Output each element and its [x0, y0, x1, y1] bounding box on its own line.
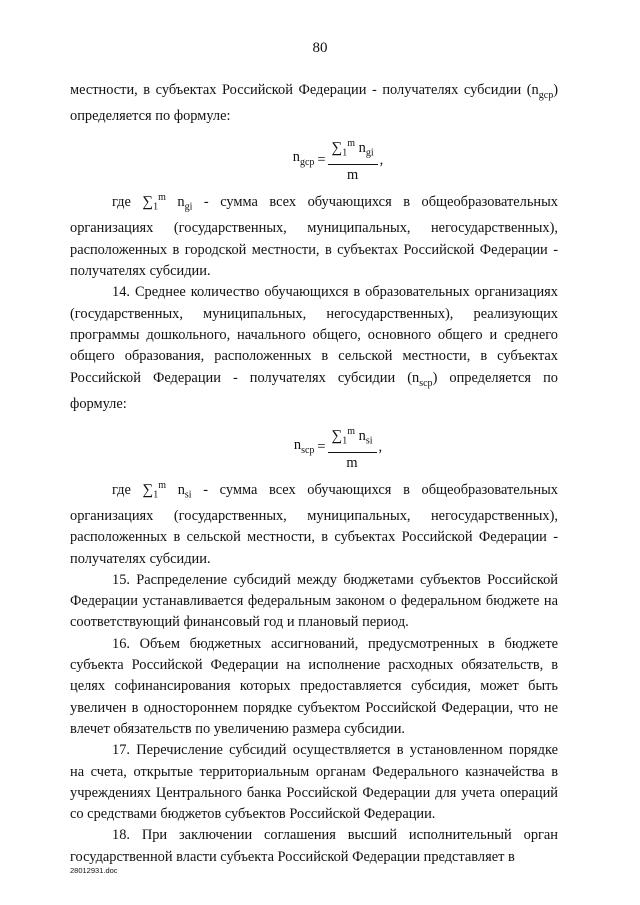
paragraph-where-urban: где $\sum_1^m$ $n_{gi}$ - сумма всех обучающихся в общеобразовательных организациях (государственных, муниципальных, негосударственных), расположенных в городской местности, в субъектах Российской Федерации - получателях субсидии. [70, 192, 558, 280]
paragraph-16: 16. Объем бюджетных ассигнований, предусмотренных в бюджете субъекта Российской Федерации на исполнение расходных обязательств, в целях софинансирования которых предоставляется субсидия, может быть увеличен в одностороннем порядке субъектом Российской Федерации, что не влечет обязательств по увеличению размера субсидии. [70, 635, 558, 737]
paragraph-13-continuation: местности, в субъектах Российской Федерации - получателях субсидии $(n_{gcp})$ определяется по формуле: [70, 82, 558, 125]
file-name-footer: 28012931.doc [70, 866, 118, 875]
fraction: $\frac{\sum_1^m n_{si}}{m}$ [328, 423, 377, 473]
paragraph-15: 15. Распределение субсидий между бюджетами субъектов Российской Федерации устанавливается федеральным законом о федеральном бюджете на соответствующий финансовый год и плановый период. [70, 571, 558, 631]
paragraph-where-rural: где $\sum_1^m$ $n_{si}$ - сумма всех обучающихся в общеобразовательных организациях (государственных, муниципальных, негосударственных), расположенных в сельской местности, в субъектах Российской Федерации - получателях субсидии. [70, 479, 558, 567]
document-body [70, 80, 558, 868]
paragraph-17: 17. Перечисление субсидий осуществляется в установленном порядке на счета, открытые территориальным органам Федерального казначейства в учреждениях Центрального банка Российской Федерации для учета операций со средствами бюджетов субъектов Российской Федерации. [70, 742, 558, 823]
fraction: $\frac{\sum_1^m n_{gi}}{m}$ [328, 135, 378, 185]
page-number: 80 [312, 40, 328, 56]
paragraph-14: 14. Среднее количество обучающихся в образовательных организациях (государственных, муниципальных, негосударственных), реализующих программы дошкольного, начального общего, основного общего и среднего общего образования, расположенных в сельской местности, в субъектах Российской Федерации - получателях субсидии $(n_{scp})$ определяется по формуле: [70, 284, 558, 412]
paragraph-18: 18. При заключении соглашения высший исполнительный орган государственной власти субъекта Российской Федерации представляет в [70, 827, 558, 865]
formula-urban: $n_{gcp}$ = $\frac{\sum_1^m n_{gi}}{m}$ , [70, 129, 558, 183]
formula-rural: $n_{scp}$ = $\frac{\sum_1^m n_{si}}{m}$ , [70, 417, 558, 471]
